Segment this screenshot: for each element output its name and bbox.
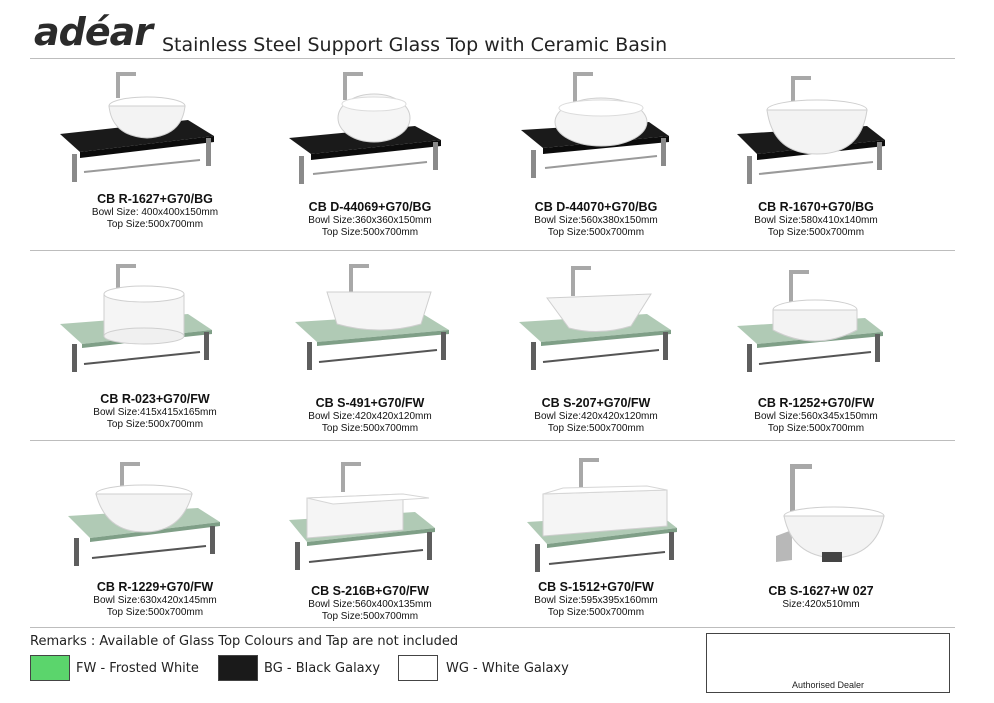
product-code: CB S-1627+W 027 <box>768 584 874 598</box>
product-card <box>40 450 270 640</box>
top-size: Top Size:500x700mm <box>106 419 204 430</box>
product-card <box>40 62 270 252</box>
basin-illustration <box>481 262 711 402</box>
bowl-size: Bowl Size:560x380x150mm <box>534 215 658 226</box>
bowl-size: Bowl Size:415x415x165mm <box>93 407 217 418</box>
top-size: Top Size:500x700mm <box>767 423 865 434</box>
product-code: CB D-44070+G70/BG <box>534 200 658 214</box>
product-card <box>481 454 711 644</box>
bowl-size: Bowl Size:560x400x135mm <box>308 599 432 610</box>
product-code: CB R-1627+G70/BG <box>97 192 213 206</box>
product-code: CB S-207+G70/FW <box>541 396 651 410</box>
product-card <box>706 460 936 650</box>
basin-illustration <box>481 66 711 206</box>
basin-illustration <box>701 266 931 406</box>
basin-illustration <box>255 454 485 594</box>
divider <box>30 250 955 251</box>
product-code: CB S-491+G70/FW <box>315 396 425 410</box>
product-code: CB R-023+G70/FW <box>100 392 210 406</box>
black-galaxy-swatch <box>218 655 258 681</box>
remarks-text: Remarks : Available of Glass Top Colours and Tap are not included <box>30 634 459 649</box>
product-card <box>255 66 485 256</box>
top-size: Top Size:500x700mm <box>321 423 419 434</box>
product-code: CB R-1670+G70/BG <box>758 200 874 214</box>
basin-illustration <box>706 460 936 600</box>
product-code: CB S-1512+G70/FW <box>538 580 654 594</box>
basin-illustration <box>701 70 931 210</box>
authorised-dealer-box <box>706 633 950 693</box>
product-code: CB R-1229+G70/FW <box>96 580 214 594</box>
basin-illustration <box>481 454 711 594</box>
product-card <box>255 454 485 644</box>
bowl-size: Bowl Size:580x410x140mm <box>754 215 878 226</box>
top-size: Top Size:500x700mm <box>767 227 865 238</box>
basin-illustration <box>40 258 270 398</box>
product-code: CB D-44069+G70/BG <box>308 200 432 214</box>
divider <box>30 440 955 441</box>
top-size: Top Size:500x700mm <box>106 607 204 618</box>
divider <box>30 58 955 59</box>
basin-illustration <box>255 262 485 402</box>
bowl-size: Bowl Size:420x420x120mm <box>308 411 432 422</box>
basin-illustration <box>40 62 270 202</box>
brand-logo: adéar <box>34 10 152 54</box>
product-code: CB R-1252+G70/FW <box>757 396 875 410</box>
product-card <box>701 266 931 456</box>
top-size: Top Size:500x700mm <box>547 423 645 434</box>
top-size: Top Size:500x700mm <box>106 219 204 230</box>
top-size: Top Size:500x700mm <box>547 227 645 238</box>
legend-white-galaxy: WG - White Galaxy <box>446 661 569 676</box>
bowl-size: Size:420x510mm <box>782 599 860 610</box>
basin-illustration <box>255 66 485 206</box>
legend-frosted-white: FW - Frosted White <box>76 661 199 676</box>
bowl-size: Bowl Size:595x395x160mm <box>534 595 658 606</box>
product-card <box>481 262 711 452</box>
bowl-size: Bowl Size:630x420x145mm <box>93 595 217 606</box>
product-card <box>255 262 485 452</box>
product-card <box>701 70 931 260</box>
top-size: Top Size:500x700mm <box>547 607 645 618</box>
product-code: CB S-216B+G70/FW <box>311 584 429 598</box>
basin-illustration <box>40 450 270 590</box>
legend-black-galaxy: BG - Black Galaxy <box>264 661 381 676</box>
bowl-size: Bowl Size:560x345x150mm <box>754 411 878 422</box>
top-size: Top Size:500x700mm <box>321 227 419 238</box>
dealer-label: Authorised Dealer <box>791 680 865 690</box>
bowl-size: Bowl Size:360x360x150mm <box>308 215 432 226</box>
white-galaxy-swatch <box>398 655 438 681</box>
frosted-white-swatch <box>30 655 70 681</box>
top-size: Top Size:500x700mm <box>321 611 419 622</box>
product-card <box>481 66 711 256</box>
product-card <box>40 258 270 448</box>
bowl-size: Bowl Size: 400x400x150mm <box>91 207 219 218</box>
bowl-size: Bowl Size:420x420x120mm <box>534 411 658 422</box>
page-title: Stainless Steel Support Glass Top with Ceramic Basin <box>162 34 668 56</box>
divider <box>30 627 955 628</box>
